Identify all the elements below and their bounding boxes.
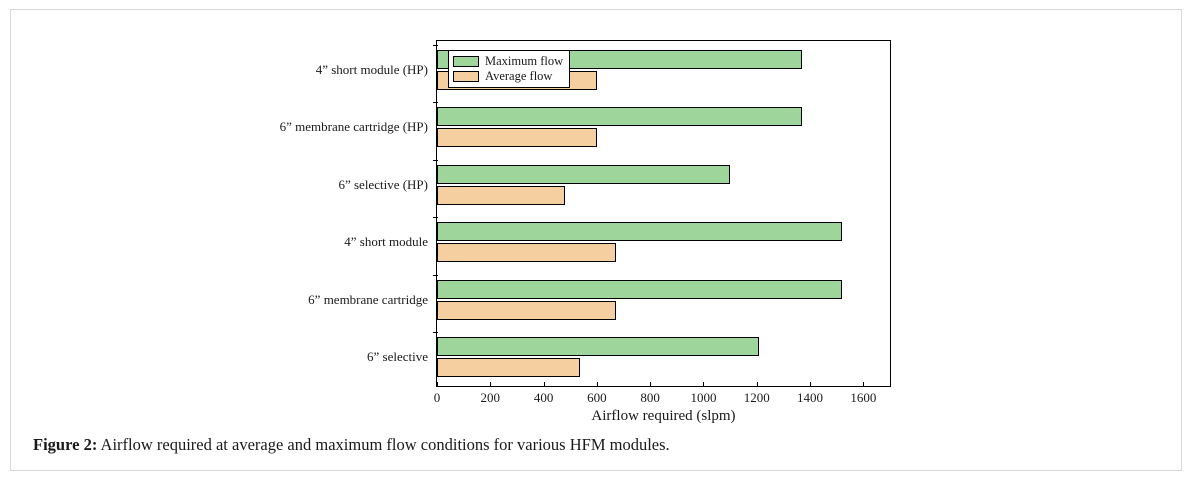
y-axis-category-label: 4” short module: [344, 234, 428, 250]
x-axis-tick-label: 800: [640, 390, 660, 405]
x-axis-tick: [810, 382, 811, 387]
x-axis-tick-label: 1200: [743, 390, 770, 405]
y-axis-category-label: 6” selective (HP): [338, 176, 428, 192]
y-axis-tick: [433, 45, 438, 46]
x-axis-tick-label: 400: [533, 390, 554, 405]
x-axis-tick: [490, 382, 491, 387]
x-axis-tick-label: 1600: [850, 390, 877, 405]
bar-maximum-flow: [437, 337, 759, 356]
y-axis-tick: [433, 160, 438, 161]
y-axis-tick: [433, 275, 438, 276]
y-axis-tick: [433, 332, 438, 333]
legend-entry-maximum-flow: [453, 54, 563, 69]
x-axis-tick: [597, 382, 598, 387]
y-axis-category-label: 6” membrane cartridge (HP): [279, 119, 428, 135]
x-axis-tick-label: 1000: [690, 390, 717, 405]
figure-caption-label: Figure 2:: [33, 435, 98, 454]
legend-label-average-flow: Average flow: [485, 69, 553, 83]
y-axis-category-label: 6” membrane cartridge: [308, 291, 428, 307]
figure-caption-text: Airflow required at average and maximum flow conditions for various HFM modules.: [97, 435, 670, 454]
x-axis-tick-label: 200: [480, 390, 501, 405]
x-axis-tick: [703, 382, 704, 387]
y-axis-category-label: 4” short module (HP): [315, 61, 428, 77]
chart-legend: [448, 50, 570, 88]
bar-average-flow: [437, 358, 580, 377]
y-axis-tick: [433, 102, 438, 103]
bar-chart: [279, 32, 891, 424]
bar-average-flow: [437, 301, 616, 320]
figure-caption: [33, 435, 1163, 455]
bar-maximum-flow: [437, 107, 802, 126]
legend-swatch-maximum-flow: [453, 56, 479, 67]
x-axis-tick: [863, 382, 864, 387]
x-axis-tick-label: 0: [433, 390, 441, 405]
y-axis-tick: [433, 217, 438, 218]
bar-maximum-flow: [437, 165, 730, 184]
x-axis-tick-label: 600: [587, 390, 607, 405]
bar-maximum-flow: [437, 280, 842, 299]
legend-entry-average-flow: [453, 69, 563, 84]
x-axis-tick: [437, 382, 438, 387]
figure-container: [10, 9, 1182, 471]
x-axis-title: Airflow required (slpm): [591, 408, 736, 424]
x-axis-tick-label: 1400: [797, 390, 824, 405]
bars-layer: [279, 41, 890, 386]
legend-label-maximum-flow: Maximum flow: [485, 54, 564, 68]
x-axis-tick: [757, 382, 758, 387]
x-axis-tick: [544, 382, 545, 387]
plot-area: [279, 40, 891, 405]
legend-swatch-average-flow: [453, 71, 479, 82]
bar-average-flow: [437, 128, 597, 147]
bar-maximum-flow: [437, 222, 842, 241]
bar-average-flow: [437, 186, 565, 205]
y-axis-category-label: 6” selective: [367, 349, 428, 365]
bar-average-flow: [437, 243, 616, 262]
x-axis-tick: [650, 382, 651, 387]
